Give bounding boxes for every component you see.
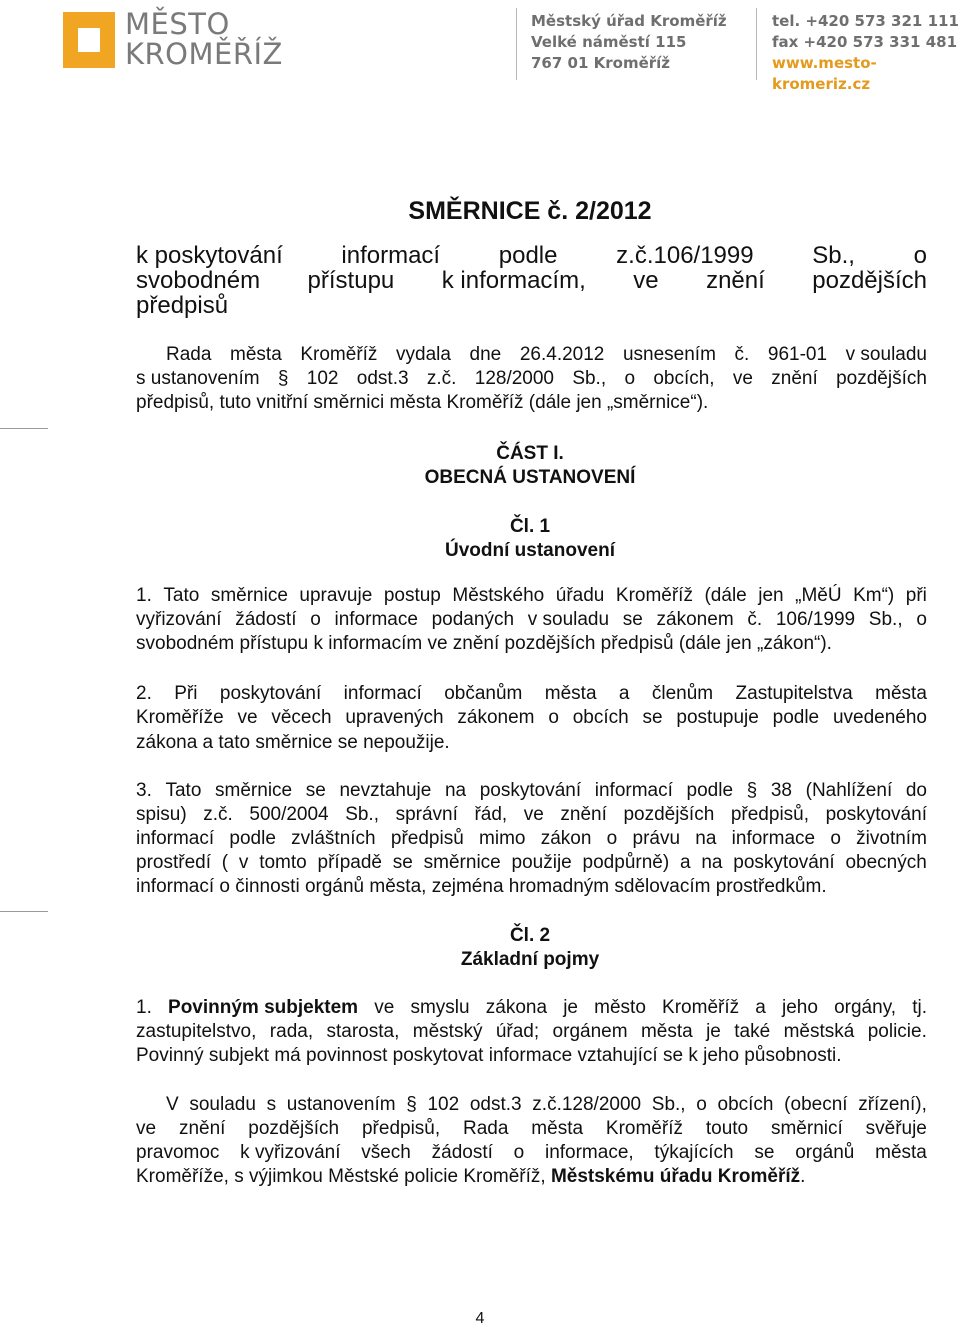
text-token: podle	[229, 828, 276, 849]
text-token: postupuje	[676, 707, 759, 728]
text-token: zákonem	[656, 609, 734, 630]
text-token: členům	[651, 683, 714, 704]
text-token: podle	[686, 780, 734, 801]
text-token: poskytování	[733, 852, 835, 873]
text-token: městský	[412, 1021, 483, 1042]
text-token: dne	[469, 344, 502, 365]
text-token: informací	[343, 683, 422, 704]
text-token: pravomoc	[136, 1142, 220, 1163]
text-token: smyslu	[410, 997, 470, 1018]
text-token: o	[696, 1094, 707, 1115]
text-token: o	[548, 707, 559, 728]
paragraph-line	[136, 1044, 842, 1068]
text-token: ve	[732, 368, 753, 389]
text-token: Kroměříže, s výjimkou Městské policie Kroměříž,	[136, 1166, 551, 1187]
text-token: směrnice	[215, 780, 293, 801]
text-token: Kroměříž	[662, 997, 740, 1018]
text-token: 102	[427, 1094, 460, 1115]
office-name: Městský úřad Kroměříž	[531, 12, 727, 30]
text-token: v souladu	[845, 344, 927, 365]
text-token: vydala	[396, 344, 451, 365]
text-token: obecných	[845, 852, 927, 873]
text-token: svobodném	[136, 267, 261, 294]
text-token: upravuje	[299, 585, 373, 606]
text-token: na	[444, 780, 467, 801]
text-token: se	[392, 852, 413, 873]
text-token: ve	[237, 707, 258, 728]
text-token: k poskytování	[136, 242, 283, 269]
text-token: nevztahuje	[339, 780, 432, 801]
text-token: rada,	[269, 1021, 314, 1042]
paragraph-line	[136, 682, 927, 706]
text-token: informace	[731, 828, 816, 849]
text-token: žádostí	[431, 1142, 493, 1163]
text-token: Povinný subjekt má povinnost poskytovat informace vztahující se k jeho působnosti.	[136, 1045, 842, 1066]
text-token: znění	[706, 267, 765, 294]
paragraph-line	[136, 779, 927, 803]
text-token: obcích,	[653, 368, 715, 389]
text-token: v souladu	[527, 609, 610, 630]
logo-line-1: MĚSTO	[125, 7, 230, 41]
text-token: města	[640, 1021, 693, 1042]
text-token: předpisů	[390, 828, 464, 849]
text-token: městská	[783, 1021, 855, 1042]
text-token: znění	[178, 1118, 226, 1139]
text-token: týkajících	[654, 1142, 734, 1163]
text-token: 1.	[136, 997, 152, 1018]
paragraph-line	[136, 803, 927, 827]
text-token: podaných	[431, 609, 515, 630]
text-token: Sb.,	[868, 609, 903, 630]
text-token: Tato	[165, 780, 202, 801]
text-token: o	[624, 368, 636, 389]
text-token: města	[544, 683, 597, 704]
text-token: odst.3	[469, 1094, 522, 1115]
text-token: vyřizování	[136, 609, 222, 630]
text-token: tomto	[259, 852, 307, 873]
text-token: z.č.	[426, 368, 457, 389]
text-token: spisu)	[136, 804, 187, 825]
margin-mark	[0, 911, 48, 912]
office-city: 767 01 Kroměříž	[531, 54, 671, 72]
text-token: Povinným subjektem	[168, 997, 359, 1018]
text-token: 102	[306, 368, 339, 389]
text-token: poskytování	[825, 804, 927, 825]
text-token: případě	[317, 852, 382, 873]
text-token: zastupitelstvo,	[136, 1021, 257, 1042]
text-token: občanům	[444, 683, 523, 704]
text-token: předpisů	[136, 292, 229, 319]
intro-line	[136, 391, 708, 415]
text-token: předpisů,	[730, 804, 810, 825]
intro-line	[166, 343, 927, 367]
text-token: o	[513, 1142, 525, 1163]
text-token: předpisů, tuto vnitřní směrnici města Kroměříž (dále jen „směrnice“).	[136, 392, 709, 413]
text-token: města	[875, 1142, 927, 1163]
text-token: Rada	[166, 344, 212, 365]
text-token: informací	[136, 828, 215, 849]
office-contact	[772, 11, 960, 95]
text-token: na	[695, 828, 717, 849]
article-title: Základní pojmy	[460, 949, 600, 970]
text-token: §	[746, 780, 758, 801]
article-heading: Čl. 2	[509, 925, 551, 946]
text-token: k vyřizování	[240, 1142, 341, 1163]
text-token: se	[754, 1142, 775, 1163]
paragraph-line	[136, 731, 450, 755]
text-token: ve	[633, 267, 659, 294]
text-token: informací o činnosti orgánů města, zejména hromadným sdělovacím prostředkům.	[136, 876, 827, 897]
paragraph-line	[136, 1020, 927, 1044]
text-token: orgánů	[795, 1142, 855, 1163]
text-token: Km“)	[853, 585, 895, 606]
text-token: úřadu	[555, 585, 605, 606]
text-token: svobodném přístupu k informacím ve znění pozdějších předpisů (dále jen „zákon“).	[136, 633, 832, 654]
text-token: znění	[560, 804, 607, 825]
text-token: Sb.,	[651, 1094, 686, 1115]
header-divider	[756, 8, 757, 80]
text-token: tj.	[912, 997, 927, 1018]
text-token: řád,	[474, 804, 508, 825]
text-token: všech	[361, 1142, 411, 1163]
text-token: pozdějších	[836, 368, 927, 389]
city-logo-text	[125, 9, 283, 69]
phone: tel. +420 573 321 111	[772, 12, 959, 30]
text-token: města	[230, 344, 282, 365]
subtitle-line	[136, 268, 927, 294]
paragraph-line	[136, 875, 827, 899]
text-token: pozdějších	[812, 267, 927, 294]
text-token: směrnice	[210, 585, 288, 606]
subtitle-line	[136, 243, 927, 269]
text-token: zřízení),	[858, 1094, 927, 1115]
website-link[interactable]: www.mesto-kromeriz.cz	[772, 54, 877, 93]
text-token: informací	[341, 242, 441, 269]
text-token: orgány,	[834, 997, 897, 1018]
text-token: orgánem	[552, 1021, 628, 1042]
fax: fax +420 573 331 481	[772, 33, 958, 51]
paragraph-line	[136, 608, 927, 632]
text-token: a	[679, 852, 691, 873]
text-token: č.	[734, 344, 750, 365]
text-token: do	[905, 780, 927, 801]
text-token: usnesením	[622, 344, 716, 365]
text-token: .	[800, 1166, 806, 1187]
logo-line-2: KROMĚŘÍŽ	[125, 37, 283, 71]
paragraph-line	[136, 706, 927, 730]
text-token: Kroměříž	[605, 1118, 683, 1139]
text-token: s ustanovením	[136, 368, 260, 389]
paragraph-line	[136, 1117, 927, 1141]
text-token: z.č.	[203, 804, 233, 825]
text-token: souladu	[189, 1094, 256, 1115]
text-token: touto	[705, 1118, 749, 1139]
text-token: Sb.,	[812, 242, 855, 269]
text-token: z.č.128/2000	[532, 1094, 642, 1115]
text-token: 38	[770, 780, 792, 801]
text-token: 961-01	[767, 344, 828, 365]
text-token: (	[221, 852, 229, 873]
text-token: §	[406, 1094, 417, 1115]
paragraph-line	[136, 827, 927, 851]
text-token: odst.3	[356, 368, 409, 389]
text-token: upravených	[345, 707, 444, 728]
text-token: 1.	[136, 585, 152, 606]
text-token: postup	[383, 585, 441, 606]
letterhead	[0, 0, 960, 93]
text-token: také	[734, 1021, 771, 1042]
subtitle-line	[136, 293, 228, 319]
paragraph-line	[136, 851, 927, 875]
text-token: §	[277, 368, 289, 389]
text-token: Sb.,	[572, 368, 607, 389]
office-street: Velké náměstí 115	[531, 33, 687, 51]
text-token: zvláštních	[291, 828, 376, 849]
text-token: města	[531, 1118, 584, 1139]
text-token: svěřuje	[865, 1118, 927, 1139]
text-token: jeho	[782, 997, 818, 1018]
text-token: správní	[395, 804, 458, 825]
text-token: č.	[747, 609, 763, 630]
text-token: mimo	[479, 828, 526, 849]
text-token: 2.	[136, 683, 152, 704]
text-token: použije	[511, 852, 572, 873]
intro-line	[136, 367, 927, 391]
text-token: pozdějších	[623, 804, 715, 825]
text-token: prostředí	[136, 852, 211, 873]
text-token: Městského	[452, 585, 545, 606]
text-token: 3.	[136, 780, 152, 801]
document-title: SMĚRNICE č. 2/2012	[408, 197, 652, 225]
text-token: uvedeného	[832, 707, 927, 728]
text-token: poskytování	[219, 683, 322, 704]
text-token: věcech	[271, 707, 332, 728]
text-token: v	[238, 852, 249, 873]
text-token: se	[642, 707, 663, 728]
text-token: k informacím,	[441, 267, 586, 294]
text-token: při	[905, 585, 927, 606]
text-token: jen	[758, 585, 784, 606]
text-token: životním	[856, 828, 927, 849]
article-heading: Čl. 1	[509, 516, 551, 537]
text-token: Kroměříž	[615, 585, 693, 606]
text-token: Zastupitelstva	[735, 683, 853, 704]
text-token: Kroměříž	[300, 344, 378, 365]
text-token: směrnicí	[770, 1118, 843, 1139]
text-token: Rada	[463, 1118, 509, 1139]
text-token: žádostí	[235, 609, 297, 630]
text-token: z.č.106/1999	[616, 242, 754, 269]
text-token: obcích	[717, 1094, 774, 1115]
text-token: se	[305, 780, 326, 801]
text-token: zákon	[540, 828, 592, 849]
text-token: informace,	[544, 1142, 634, 1163]
text-token: informací	[594, 780, 673, 801]
text-token: je	[706, 1021, 721, 1042]
text-token: zákona a tato směrnice se nepoužije.	[136, 732, 450, 753]
text-token: s	[266, 1094, 277, 1115]
margin-mark	[0, 428, 48, 429]
text-token: pozdějších	[248, 1118, 340, 1139]
text-token: směrnice	[423, 852, 501, 873]
text-token: V	[166, 1094, 179, 1115]
text-token: Sb.,	[345, 804, 379, 825]
text-token: o	[310, 609, 321, 630]
city-logo-icon	[63, 12, 115, 68]
text-token: přístupu	[307, 267, 395, 294]
text-token: (Nahlížení	[805, 780, 893, 801]
text-token: o	[916, 609, 927, 630]
text-token: a	[618, 683, 630, 704]
text-token: poskytování	[479, 780, 582, 801]
text-token: 26.4.2012	[519, 344, 605, 365]
text-token: (obecní	[784, 1094, 848, 1115]
text-token: Tato	[163, 585, 200, 606]
text-token: o	[913, 242, 927, 269]
text-token: se	[622, 609, 643, 630]
text-token: Kroměříže	[136, 707, 224, 728]
text-token: o	[830, 828, 841, 849]
text-token: Při	[174, 683, 198, 704]
text-token: města	[875, 683, 927, 704]
text-token: ustanovením	[286, 1094, 396, 1115]
part-title: OBECNÁ USTANOVENÍ	[424, 467, 636, 488]
text-token: informace	[334, 609, 418, 630]
text-token: starosta,	[326, 1021, 400, 1042]
text-token: 128/2000	[474, 368, 554, 389]
text-token: předpisů,	[361, 1118, 441, 1139]
text-token: Městskému úřadu Kroměříž	[550, 1166, 801, 1187]
part-heading: ČÁST I.	[496, 443, 564, 464]
article-title: Úvodní ustanovení	[445, 540, 615, 561]
page-number: 4	[475, 1310, 485, 1327]
office-address	[531, 11, 727, 74]
text-token: o	[606, 828, 618, 849]
text-token: „MěÚ	[795, 585, 842, 606]
text-token: ve	[374, 997, 395, 1018]
text-token: právu	[632, 828, 681, 849]
text-token: město	[594, 997, 646, 1018]
text-token: zákona	[485, 997, 548, 1018]
paragraph-line	[136, 632, 832, 656]
text-token: zákonem	[457, 707, 535, 728]
text-token: podle	[498, 242, 558, 269]
text-token: úřad;	[495, 1021, 540, 1042]
paragraph-line	[136, 1165, 805, 1189]
text-token: policie.	[867, 1021, 927, 1042]
text-token: obcích	[572, 707, 629, 728]
text-token: na	[701, 852, 723, 873]
text-token: podpůrně)	[582, 852, 670, 873]
paragraph-line	[136, 584, 927, 608]
paragraph-line	[136, 1141, 927, 1165]
text-token: podle	[772, 707, 820, 728]
text-token: ve	[136, 1118, 157, 1139]
text-token: znění	[771, 368, 818, 389]
text-token: 106/1999	[775, 609, 856, 630]
paragraph-line	[166, 1093, 927, 1117]
text-token: ve	[523, 804, 544, 825]
text-token: a	[755, 997, 766, 1018]
text-token: 500/2004	[249, 804, 329, 825]
paragraph-line	[136, 996, 927, 1020]
text-token: (dále	[704, 585, 747, 606]
header-divider	[516, 8, 517, 80]
text-token: je	[563, 997, 578, 1018]
